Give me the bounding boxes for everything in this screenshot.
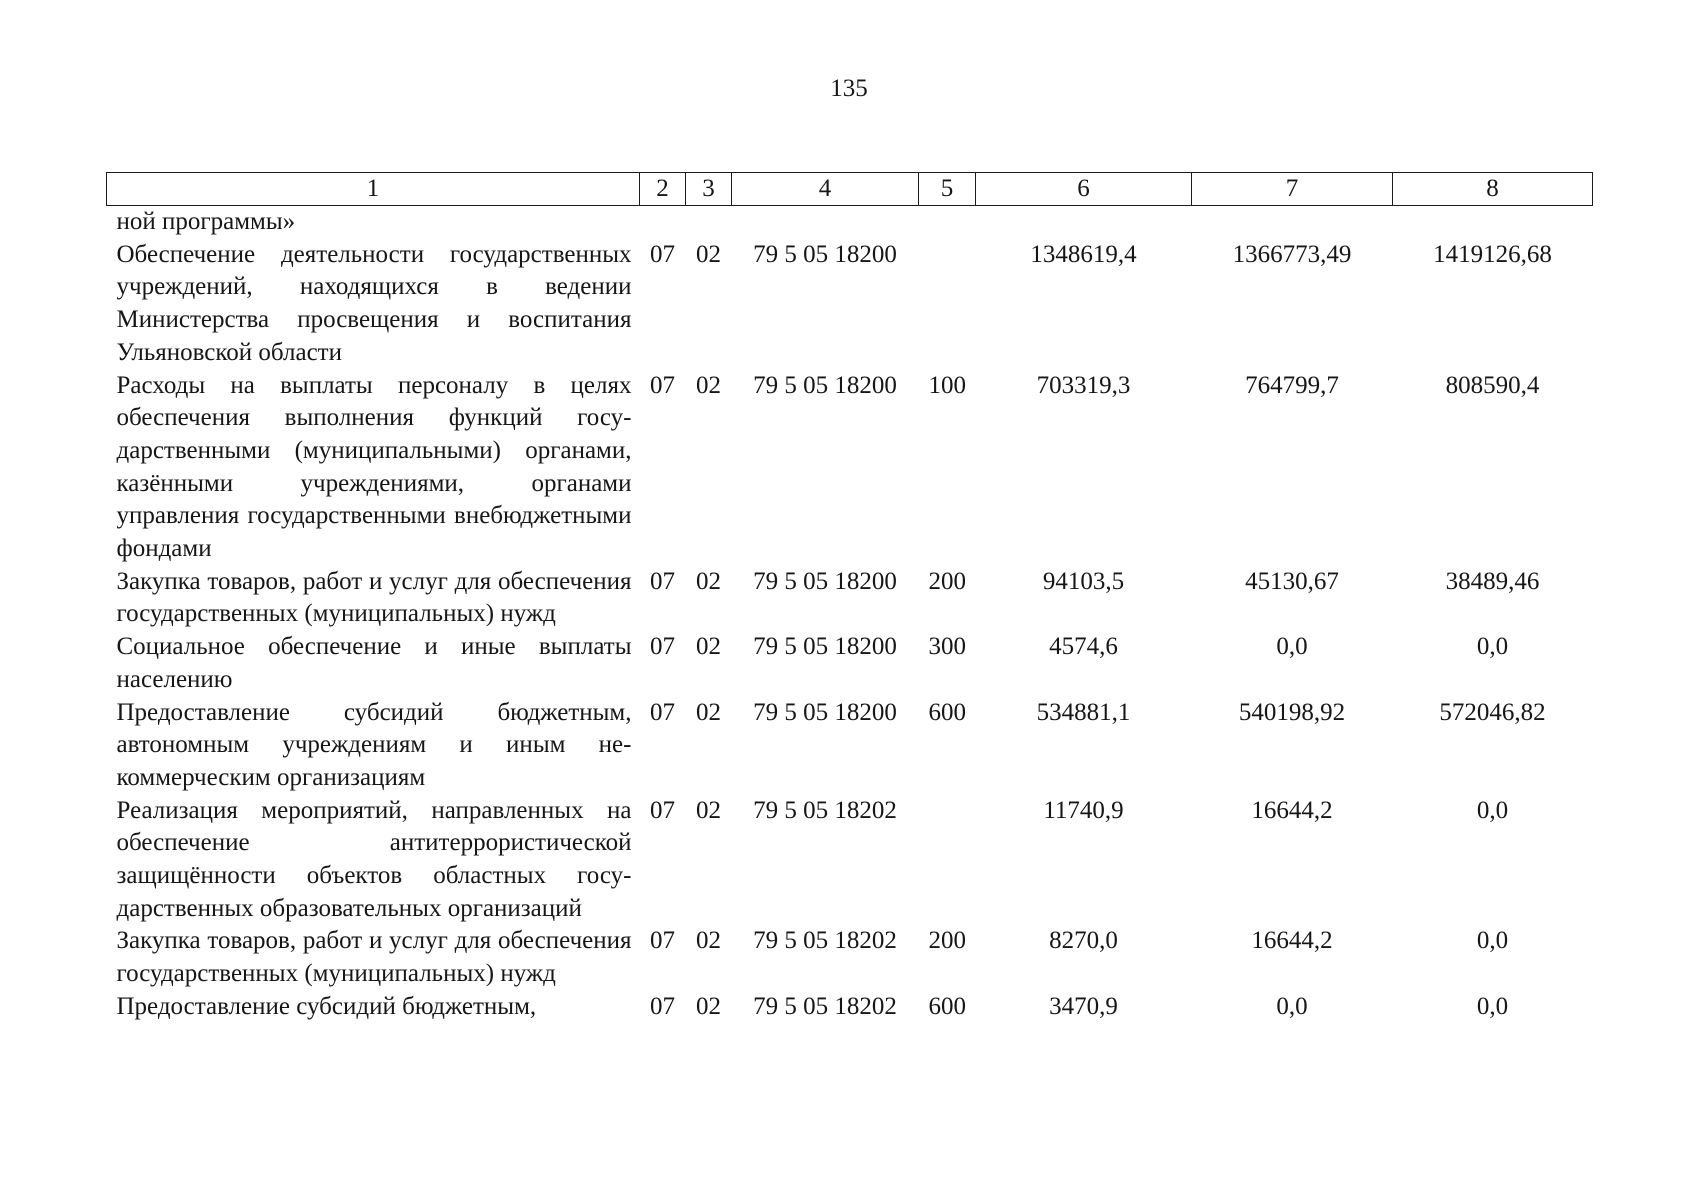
section-code: 07 [650,240,675,268]
amount-col6: 703319,3 [1036,371,1131,399]
expense-type-code: 200 [928,567,966,595]
column-header-6: 6 [976,173,1192,206]
column-header-2: 2 [640,173,686,206]
amount-col6: 4574,6 [1049,633,1118,661]
row-name: Реализация мероприятий, направленных на обеспечение антитеррористической защищённости объектов областных государственных образовательных организаций [116,796,632,922]
subsection-code: 02 [696,927,721,955]
row-name: Закупка товаров, работ и услуг для обеспечения государственных (муниципальных) нужд [116,927,632,988]
row-name: Закупка товаров, работ и услуг для обеспечения государственных (муниципальных) нужд [116,567,632,628]
expense-type-code: 600 [928,992,966,1020]
section-code: 07 [650,927,675,955]
subsection-code: 02 [696,567,721,595]
amount-col8: 0,0 [1476,992,1509,1020]
amount-col7: 1366773,49 [1232,240,1352,268]
column-header-7: 7 [1192,173,1393,206]
section-code: 07 [650,371,675,399]
section-code [640,206,686,239]
amount-col7: 16644,2 [1251,796,1333,824]
amount-col6: 8270,0 [1049,927,1118,955]
row-name: ной программы» [116,208,296,235]
target-article-code: 79 5 05 18202 [753,796,897,824]
expense-type-code: 300 [928,633,966,661]
amount-col8: 572046,82 [1439,698,1546,726]
column-header-3: 3 [686,173,732,206]
table-header [107,173,1593,206]
section-code: 07 [650,992,675,1020]
table-row [107,991,1593,1024]
amount-col8: 0,0 [1476,796,1509,824]
row-name: Обеспечение деятельности государственных учреждений, находящихся в ведении Министерства просвещения и воспитания Ульяновской области [116,240,632,366]
amount-col8: 38489,46 [1445,567,1540,595]
table-row [107,631,1593,696]
amount-col8 [1393,206,1593,239]
section-code: 07 [650,796,675,824]
amount-col7: 540198,92 [1238,698,1346,726]
row-name: Предоставление субсидий бюджетным, автономным учреждениям и иным некоммерческим организациям [116,698,632,791]
row-name: Социальное обеспечение и иные выплаты населению [116,633,632,693]
table-row [107,697,1593,795]
table-row [107,566,1593,631]
target-article-code: 79 5 05 18200 [753,633,897,661]
expense-type-code: 600 [928,698,966,726]
target-article-code: 79 5 05 18202 [753,927,897,955]
subsection-code [686,206,732,239]
amount-col6: 94103,5 [1042,567,1125,595]
row-name: Предоставление субсидий бюджетным, [116,992,537,1020]
subsection-code: 02 [696,698,721,726]
amount-col7: 0,0 [1276,633,1308,661]
expense-type-code: 200 [928,927,966,955]
amount-col7 [1192,206,1393,239]
amount-col8: 1419126,68 [1433,240,1552,268]
amount-col6: 1348619,4 [1030,240,1137,268]
table-row [107,239,1593,370]
expense-type-code [919,795,976,926]
budget-table [106,172,1593,1024]
amount-col8: 808590,4 [1445,371,1540,399]
target-article-code: 79 5 05 18200 [753,698,897,726]
expense-type-code: 100 [928,371,966,399]
amount-col7: 45130,67 [1245,567,1339,595]
subsection-code: 02 [696,633,721,661]
column-header-5: 5 [919,173,976,206]
amount-col6: 3470,9 [1049,992,1118,1020]
table-row [107,370,1593,566]
column-header-1: 1 [107,173,640,206]
expense-type-code [919,206,976,239]
table-body [107,206,1593,1024]
subsection-code: 02 [696,992,721,1020]
amount-col6: 11740,9 [1043,796,1124,824]
amount-col7: 764799,7 [1245,371,1339,399]
amount-col7: 0,0 [1276,992,1308,1020]
header-row [107,173,1593,206]
table-row [107,206,1593,239]
target-article-code: 79 5 05 18200 [753,567,897,595]
target-article-code: 79 5 05 18202 [753,992,897,1020]
target-article-code: 79 5 05 18200 [753,240,897,268]
amount-col8: 0,0 [1476,927,1509,955]
amount-col6: 534881,1 [1036,698,1131,726]
target-article-code [732,206,919,239]
subsection-code: 02 [696,796,721,824]
page-number: 135 [830,75,868,102]
target-article-code: 79 5 05 18200 [753,371,897,399]
subsection-code: 02 [696,371,721,399]
amount-col8: 0,0 [1476,633,1509,661]
amount-col7: 16644,2 [1251,927,1333,955]
subsection-code: 02 [696,240,721,268]
amount-col6 [976,206,1192,239]
expense-type-code [919,239,976,370]
column-header-4: 4 [732,173,919,206]
column-header-8: 8 [1393,173,1593,206]
section-code: 07 [650,567,675,595]
table-row [107,795,1593,926]
section-code: 07 [650,633,675,661]
table-row [107,925,1593,990]
section-code: 07 [650,698,675,726]
row-name: Расходы на выплаты персоналу в целях обеспечения выполнения функций государственными (муниципальными) органами, казёнными учреждениями, органами управления государственными внебюджетными фондами [116,371,632,563]
